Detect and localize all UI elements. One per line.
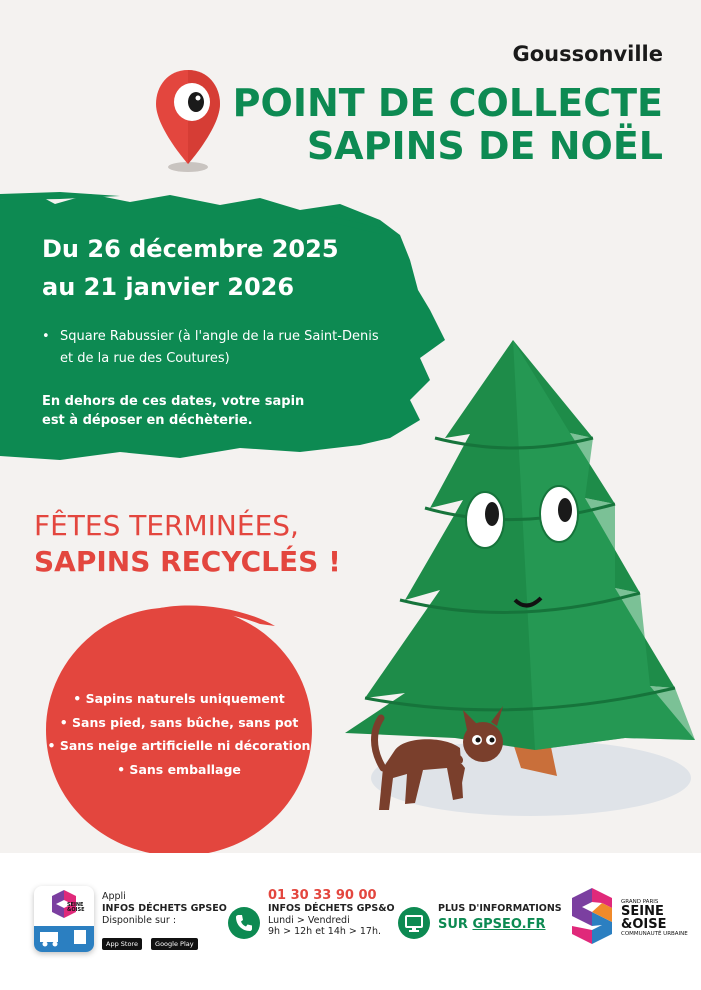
google-play-badge[interactable]: Google Play [151,938,198,950]
phone-info [268,888,395,938]
website-prefix: SUR [438,917,473,932]
slogan-line-1: FÊTES TERMINÉES, [34,509,299,542]
note-line-1: En dehors de ces dates, votre sapin [42,394,305,409]
rule-item: • Sapins naturels uniquement [73,691,285,706]
rule-item: • Sans neige artificielle ni décoration [47,738,311,753]
logo-big-2: &OISE [621,917,667,932]
address-line-1: Square Rabussier (à l'angle de la rue Saint-Denis [60,329,379,344]
monitor-icon [398,907,430,939]
app-store-badge[interactable]: App Store [102,938,142,950]
city-name: Goussonville [512,42,663,66]
gpseo-logo-icon [568,886,616,946]
phone-icon [228,907,260,939]
more-info-label: PLUS D'INFORMATIONS [438,903,562,914]
date-end: au 21 janvier 2026 [42,273,295,301]
app-tile-label-2: &OISE [67,907,85,913]
note-line-2: est à déposer en déchèterie. [42,413,253,428]
page-title [233,82,663,168]
more-info [438,903,562,932]
rule-item: • Sans emballage [117,761,241,777]
phone-hours: 9h > 12h et 14h > 17h. [268,926,382,937]
app-tile-icon[interactable] [34,886,94,952]
footer [0,853,701,990]
phone-days: Lundi > Vendredi [268,914,350,926]
rule-item: • Sans pied, sans bûche, sans pot [59,714,299,730]
logo-small-top: GRAND PARIS [621,899,659,905]
collection-dates [42,230,379,306]
rules-list [40,687,318,781]
logo-small-bottom: COMMUNAUTÉ URBAINE [621,931,688,937]
address-bullet: • [42,329,50,344]
collection-note [42,392,379,430]
title-line-1: POINT DE COLLECTE [232,81,663,125]
gpseo-logo-text [621,899,688,937]
app-name: INFOS DÉCHETS GPSEO [102,903,227,914]
phone-number[interactable]: 01 30 33 90 00 [268,888,377,903]
date-start: Du 26 décembre 2025 [42,235,339,263]
app-available: Disponible sur : [102,915,177,926]
website-link[interactable] [438,917,562,932]
collection-address [42,326,379,370]
app-info [102,891,227,927]
app-tile-label [67,903,85,913]
title-line-2: SAPINS DE NOËL [306,124,663,168]
logo-big-1: SEINE [621,904,664,919]
store-badges [102,931,202,950]
slogan [34,508,341,580]
phone-service: INFOS DÉCHETS GPS&O [268,903,395,914]
app-logo-icon [34,886,94,952]
app-tile-label-1: SEINE [67,902,84,908]
slogan-line-2: SAPINS RECYCLÉS ! [34,545,341,578]
collection-details [42,230,379,430]
address-line-2: et de la rue des Coutures) [60,351,230,366]
app-line-1: Appli [102,891,126,902]
website-url[interactable]: GPSEO.FR [472,917,546,932]
christmas-tree-illustration [335,338,701,838]
map-pin-eye-icon [152,66,224,176]
